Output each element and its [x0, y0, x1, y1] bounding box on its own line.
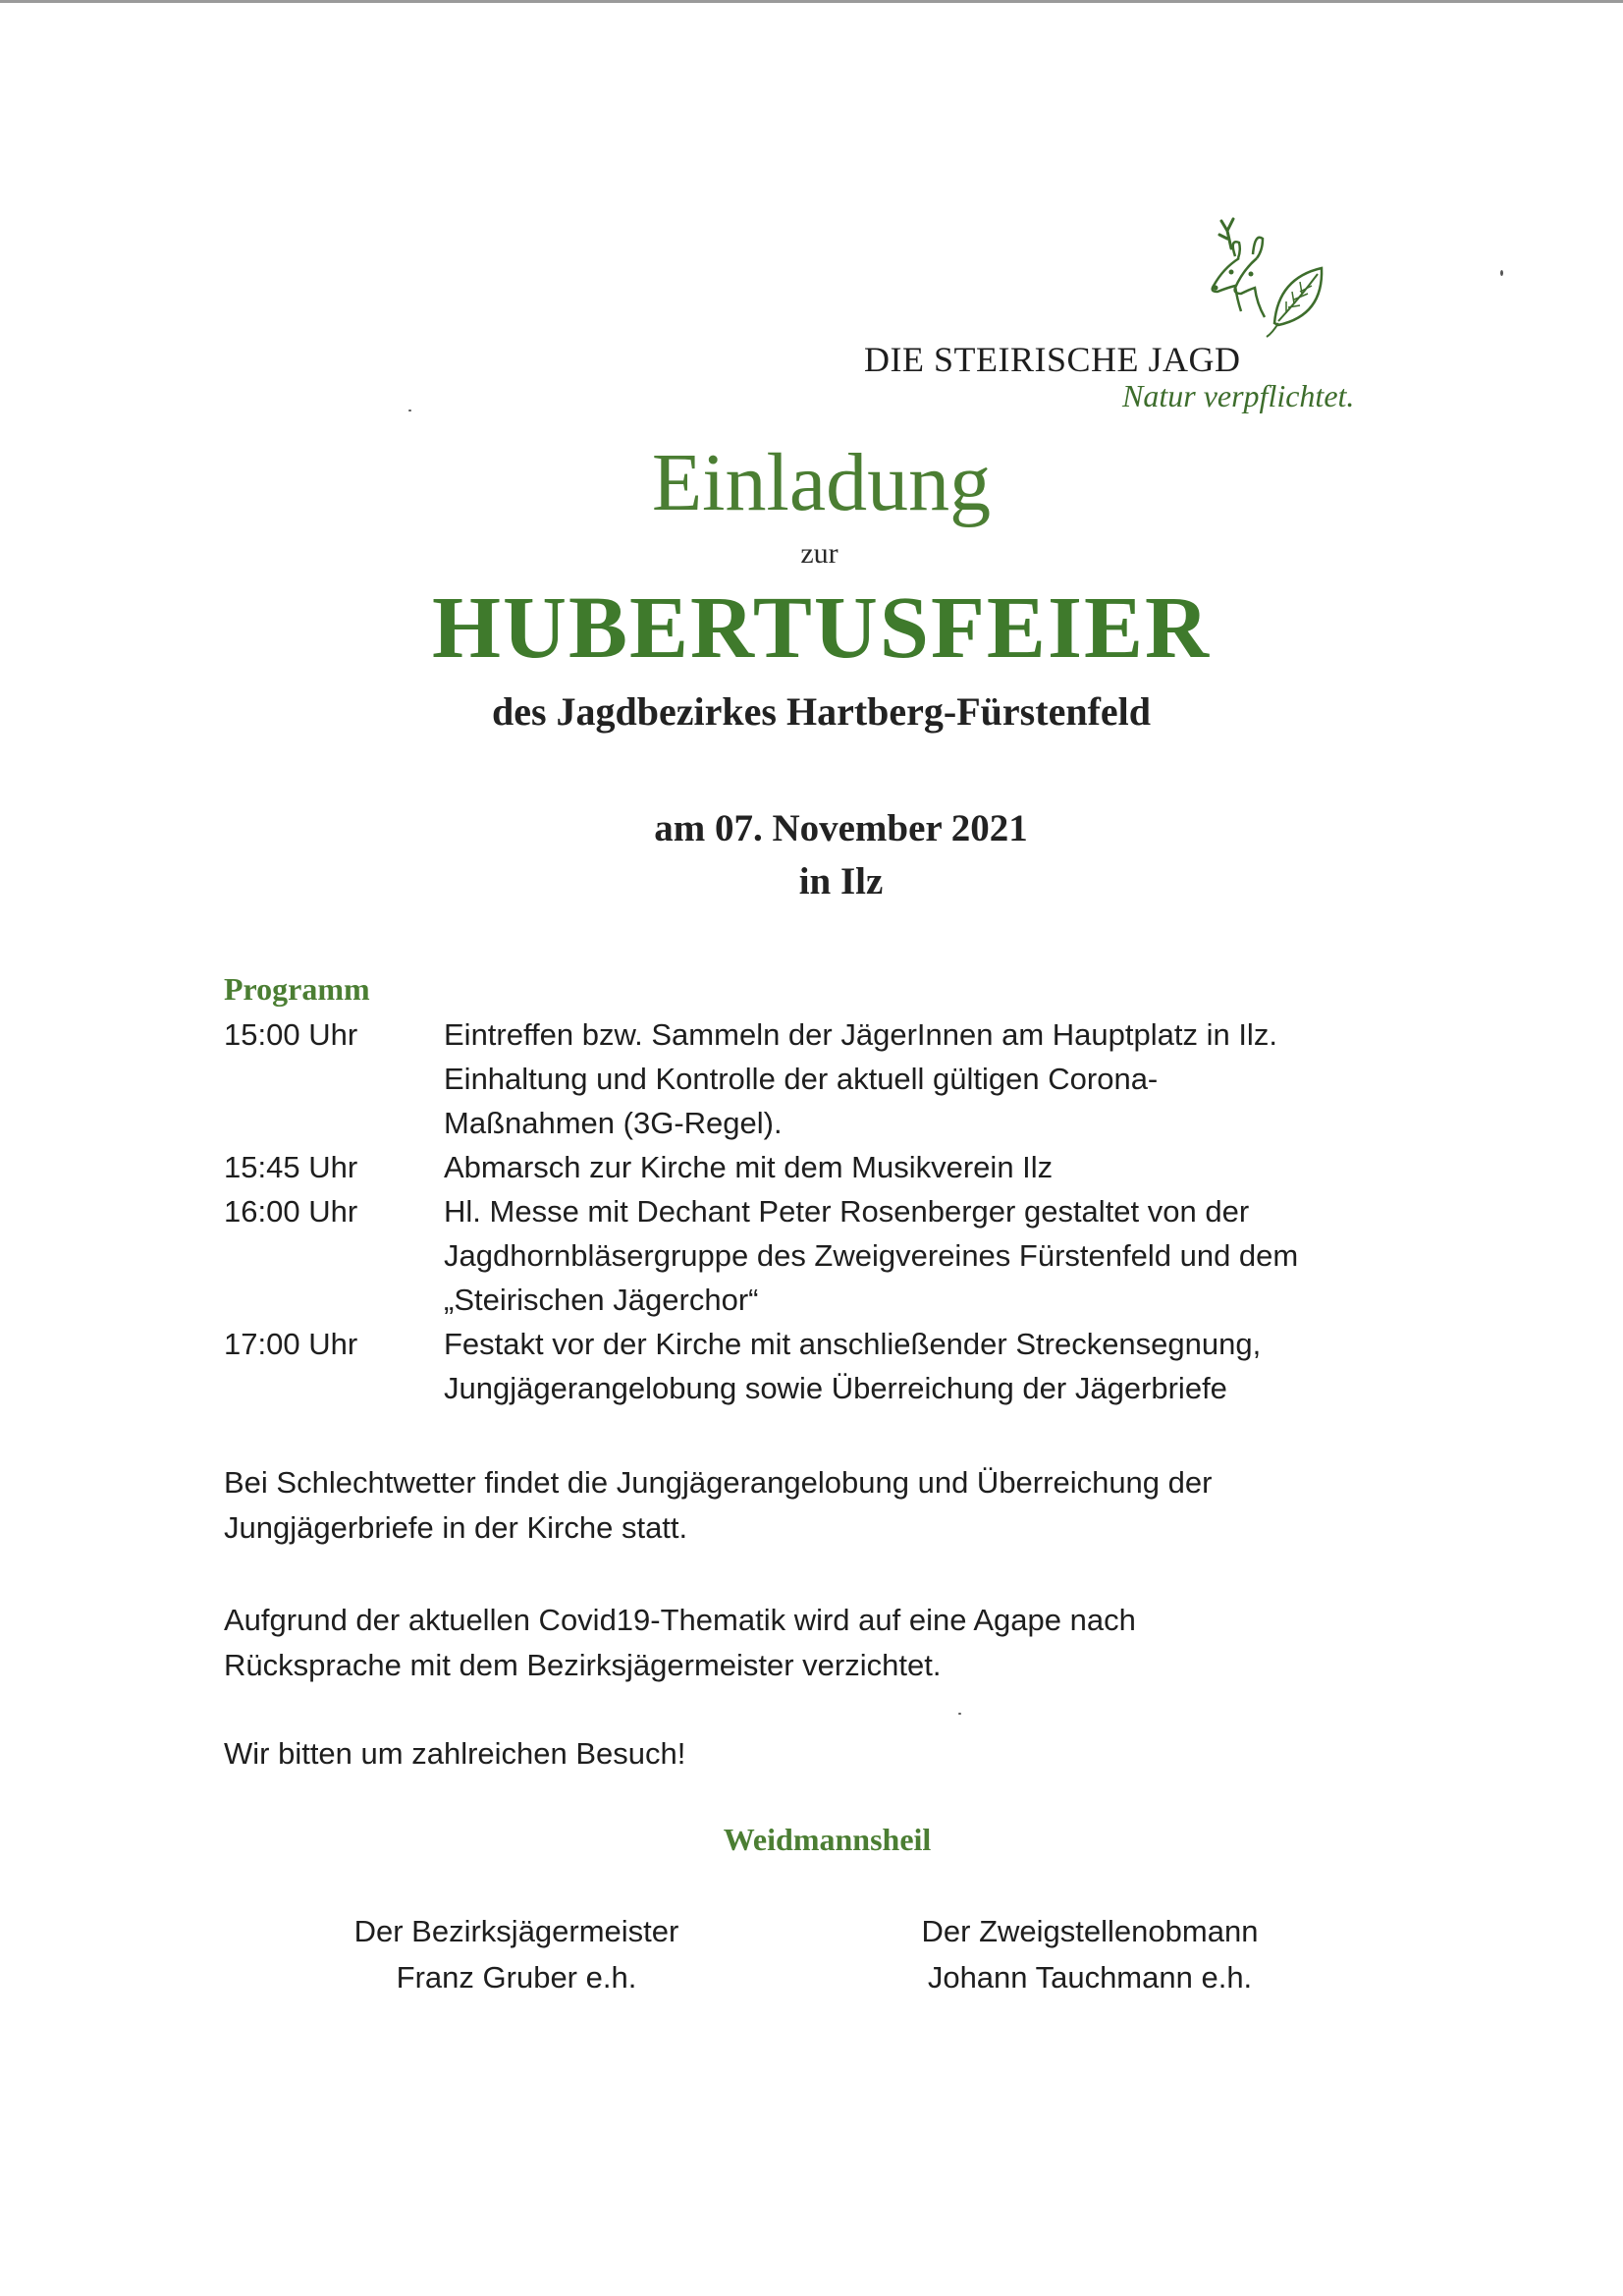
logo — [854, 209, 1404, 420]
signature-role: Der Zweigstellenobmann — [921, 1914, 1259, 1948]
program-text: Hl. Messe mit Dechant Peter Rosenberger gestaltet von der — [444, 1194, 1250, 1229]
signature-left — [261, 1908, 772, 2000]
event-place: in Ilz — [798, 860, 884, 902]
paragraph-line: Jungjägerbriefe in der Kirche statt. — [224, 1510, 688, 1545]
event-date: am 07. November 2021 — [654, 807, 1028, 849]
program-item — [224, 1189, 1441, 1322]
program-text: Abmarsch zur Kirche mit dem Musikverein Ilz — [444, 1150, 1054, 1184]
title-einladung: Einladung — [651, 437, 992, 528]
program-text: Eintreffen bzw. Sammeln der JägerInnen am Hauptplatz in Ilz. — [444, 1017, 1277, 1052]
signature-name: Franz Gruber e.h. — [396, 1960, 637, 1995]
title-hubertusfeier: HUBERTUSFEIER — [431, 579, 1212, 677]
scan-speck — [1500, 270, 1503, 276]
signature-role: Der Bezirksjägermeister — [353, 1914, 679, 1948]
program-item — [224, 1145, 1441, 1189]
title-jagdbezirk: des Jagdbezirkes Hartberg-Fürstenfeld — [491, 689, 1151, 734]
program-text: „Steirischen Jägerchor“ — [444, 1283, 759, 1317]
weather-paragraph — [224, 1460, 1212, 1551]
paragraph-line: Bei Schlechtwetter findet die Jungjägerangelobung und Überreichung der — [224, 1465, 1213, 1500]
program-time: 15:45 Uhr — [224, 1150, 358, 1184]
title-zur: zur — [800, 537, 839, 570]
program-text: Einhaltung und Kontrolle der aktuell gültigen Corona- — [444, 1062, 1159, 1096]
program-list — [224, 1012, 1441, 1410]
signature-right — [835, 1908, 1345, 2000]
paragraph-line: Rücksprache mit dem Bezirksjägermeister verzichtet. — [224, 1648, 942, 1682]
program-text: Festakt vor der Kirche mit anschließender Streckensegnung, — [444, 1327, 1262, 1361]
program-text: Jungjägerangelobung sowie Überreichung der Jägerbriefe — [444, 1371, 1227, 1405]
logo-name: DIE STEIRISCHE JAGD — [864, 340, 1241, 379]
program-time: 16:00 Uhr — [224, 1194, 358, 1229]
program-item — [224, 1012, 1441, 1145]
program-item — [224, 1322, 1441, 1410]
scan-speck — [958, 1713, 961, 1715]
paragraph-line: Wir bitten um zahlreichen Besuch! — [224, 1736, 686, 1771]
logo-tagline: Natur verpflichtet. — [1122, 378, 1355, 413]
program-text: Maßnahmen (3G-Regel). — [444, 1106, 783, 1140]
closing-paragraph — [224, 1731, 685, 1777]
signature-name: Johann Tauchmann e.h. — [927, 1960, 1253, 1995]
program-time: 15:00 Uhr — [224, 1017, 358, 1052]
program-heading: Programm — [224, 971, 370, 1007]
scan-speck — [408, 410, 411, 411]
program-time: 17:00 Uhr — [224, 1327, 358, 1361]
paragraph-line: Aufgrund der aktuellen Covid19-Thematik wird auf eine Agape nach — [224, 1603, 1136, 1637]
program-text: Jagdhornbläsergruppe des Zweigvereines Fürstenfeld und dem — [444, 1238, 1299, 1273]
covid-paragraph — [224, 1598, 1136, 1688]
greeting: Weidmannsheil — [723, 1822, 932, 1857]
